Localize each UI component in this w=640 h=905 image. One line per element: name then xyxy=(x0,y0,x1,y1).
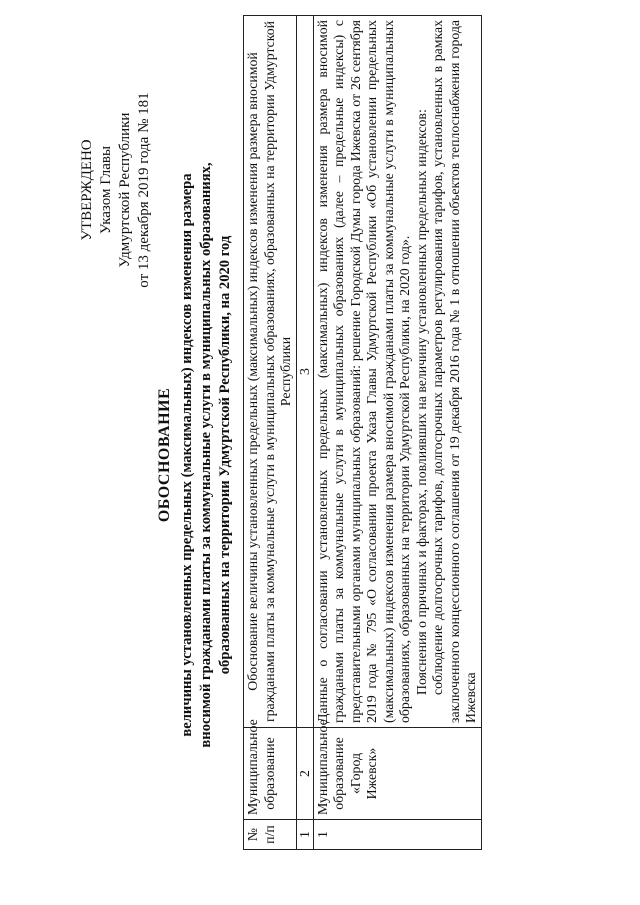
title-block xyxy=(155,65,235,845)
column-number-2: 2 xyxy=(296,728,313,820)
row-number: 1 xyxy=(313,820,481,850)
approval-stamp xyxy=(78,40,154,340)
row-municipality: Муниципальное образование «Город Ижевск» xyxy=(313,728,481,820)
header-number: № п/п xyxy=(244,820,297,850)
table-row xyxy=(313,16,481,850)
justification-paragraph-1: Данные о согласовании установленных предельных (максимальных) индексов изменения размера вносимой гражданами платы за коммунальные услуги в муниципальных образованиях (далее – предельные индексы) с представительными органами муниципальных образований: решение Городской Думы города Ижевска от 26 сентября 2019 года № 795 «О согласовании проекта Указа Главы Удмуртской Республики «Об установлении предельных (максимальных) индексов изменения размера вносимой гражданами платы за коммунальные услуги в муниципальных образованиях, образованных на территории Удмуртской Республики, на 2020 год». xyxy=(314,20,412,723)
document-subtitle-line-1: величины установленных предельных (максимальных) индексов изменения размера xyxy=(179,173,195,737)
justification-paragraph-2: Пояснения о причинах и факторах, повлиявших на величину установленных предельных индексов: xyxy=(413,109,429,695)
table-header-row xyxy=(244,16,297,850)
document-subtitle-line-3: образованных на территории Удмуртской Республики, на 2020 год xyxy=(217,235,233,675)
approval-line-3: Удмуртской Республики xyxy=(117,112,133,268)
header-justification: Обоснование величины установленных предельных (максимальных) индексов изменения размера вносимой гражданами платы за коммунальные услуги в муниципальных образованиях, образованных на территории Удмуртской Республики xyxy=(244,16,297,728)
row-justification xyxy=(313,16,481,728)
header-municipality: Муниципальное образование xyxy=(244,728,297,820)
approval-line-4: от 13 декабря 2019 года № 181 xyxy=(136,92,152,288)
justification-table xyxy=(243,15,482,850)
document-subtitle-line-2: вносимой гражданами платы за коммунальные услуги в муниципальных образованиях, xyxy=(198,162,214,748)
justification-paragraph-3: соблюдение долгосрочных тарифов, долгосрочных параметров регулирования тарифов, установленных в рамках заключенного концессионного соглашения от 19 декабря 2016 года № 1 в отношении объектов теплоснабжения города Ижевска xyxy=(430,20,478,723)
column-number-3: 3 xyxy=(296,16,313,728)
document-title: ОБОСНОВАНИЕ xyxy=(156,387,173,523)
column-number-row xyxy=(296,16,313,850)
approval-line-2: Указом Главы xyxy=(98,145,114,235)
approval-line-1: УТВЕРЖДЕНО xyxy=(79,139,95,241)
column-number-1: 1 xyxy=(296,820,313,850)
